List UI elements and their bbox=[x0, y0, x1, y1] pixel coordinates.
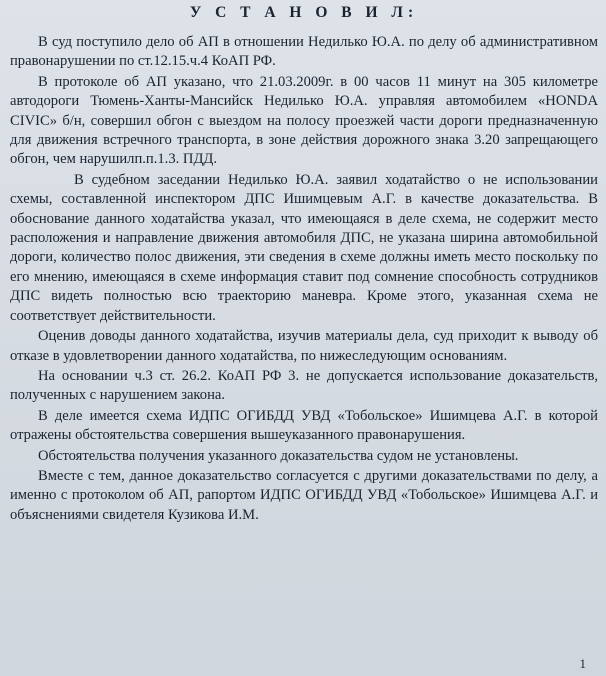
paragraph-evaluation: Оценив доводы данного ходатайства, изучив материалы дела, суд приходит к выводу об отказе в удовлетворении данного ходатайства, по нижеследующим основаниям. bbox=[10, 328, 598, 364]
paragraph-case-received: В суд поступило дело об АП в отношении Недилько Ю.А. по делу об административном правонарушении по ст.12.15.ч.4 КоАП РФ. bbox=[10, 34, 598, 70]
page-number: 1 bbox=[579, 656, 586, 671]
paragraph-consistency: Вместе с тем, данное доказательство согласуется с другими доказательствами по делу, а именно с протоколом об АП, рапортом ИДПС ОГИБДД УВД «Тобольское» Ишимцева А.Г. и объяснениями свидетеля Кузикова И.М. bbox=[10, 467, 598, 523]
document-heading: У С Т А Н О В И Л: bbox=[189, 4, 419, 21]
paragraph-scheme: В деле имеется схема ИДПС ОГИБДД УВД «Тобольское» Ишимцева А.Г. в которой отражены обстоятельства совершения вышеуказанного правонарушения. bbox=[10, 407, 598, 444]
paragraph-circumstances: Обстоятельства получения указанного доказательства судом не установлены. bbox=[38, 447, 519, 464]
paragraph-petition: В судебном заседании Недилько Ю.А. заявил ходатайство о не использовании схемы, составленной инспектором ДПС Ишимцевым А.Г. в качестве доказательства. В обоснование данного ходатайства указал, что имеющаяся в деле схема, не содержит место расположения и направление движения автомобиля ДПС, не указана ширина автомобильной дороги, количество полос движения, эти сведения в схеме должны иметь место поскольку по его мнению, имеющаяся в схеме информация ставит под сомнение способность сотрудников ДПС видеть полностью всю траекторию маневра. Кроме этого, указанная схема не соответствует действительности. bbox=[10, 171, 598, 324]
paragraph-legal-basis: На основании ч.3 ст. 26.2. КоАП РФ 3. не допускается использование доказательств, полученных с нарушением закона. bbox=[10, 367, 598, 404]
paragraph-protocol: В протоколе об АП указано, что 21.03.2009г. в 00 часов 11 минут на 305 километре автодороги Тюмень-Ханты-Мансийск Недилько Ю.А. управляя автомобилем «HONDA CIVIC» б/н, совершил обгон с выездом на полосу проезжей части дороги предназначенную для движения встречного транспорта, в зоне действия дорожного знака 3.20 запрещающего обгон, чем нарушилп.п.1.3. ПДД. bbox=[10, 73, 598, 168]
